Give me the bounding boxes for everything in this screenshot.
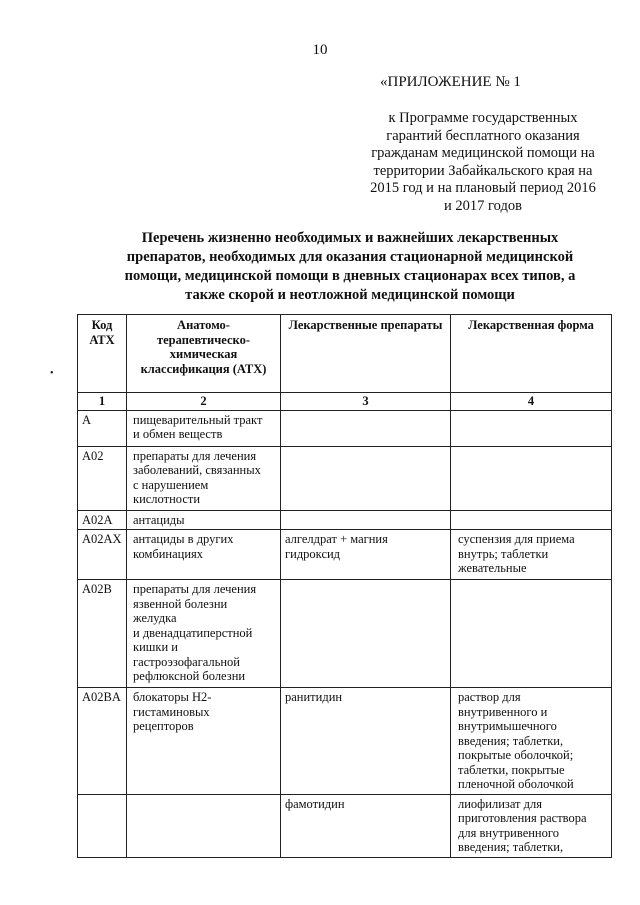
form-cell [451, 410, 612, 446]
classification-cell [127, 580, 281, 688]
cell-line: покрытые оболочкой; [458, 748, 574, 762]
table-row [78, 688, 612, 795]
classification-cell [127, 446, 281, 510]
header-cell-code [78, 315, 127, 393]
cell-line: антациды в других [133, 532, 234, 546]
cell-line: антациды [133, 512, 185, 527]
cell-line: лиофилизат для [458, 796, 542, 811]
atc-code-cell: A02B [78, 580, 127, 688]
cell-line: и двенадцатиперстной [133, 625, 253, 640]
cell-line: внутривенного и [458, 704, 548, 719]
drug-cell [281, 530, 451, 580]
form-cell [451, 510, 612, 530]
cell-line: язвенной болезни [133, 596, 228, 611]
table-row [78, 794, 612, 857]
cell-line: с нарушением [133, 477, 209, 492]
appendix-subtitle-line: территории Забайкальского края на [373, 162, 593, 179]
column-number: 3 [281, 393, 451, 411]
cell-line: блокаторы Н2- [133, 690, 212, 704]
atc-code-cell [78, 794, 127, 857]
table-row [78, 410, 612, 446]
header-text: Анатомо- [177, 318, 230, 332]
page-number: 10 [312, 42, 328, 58]
cell-line: комбинациях [133, 546, 204, 561]
form-cell [451, 446, 612, 510]
drug-cell [281, 794, 451, 857]
cell-line: пищеварительный тракт [133, 412, 263, 427]
cell-line: желудка [133, 611, 177, 625]
atc-code-cell: A02A [78, 510, 127, 530]
header-text: терапевтическо- [156, 332, 250, 347]
classification-cell [127, 794, 281, 857]
atc-code-cell: A02AX [78, 530, 127, 580]
cell-line: фамотидин [285, 796, 345, 811]
header-text: Код [91, 318, 113, 332]
header-cell-classification [127, 315, 281, 393]
cell-line: раствор для [458, 690, 521, 704]
appendix-subtitle-line: к Программе государственных [388, 110, 578, 126]
cell-line: гастроэзофагальной [133, 654, 240, 669]
form-cell [451, 530, 612, 580]
cell-line: суспензия для приема [458, 532, 575, 546]
cell-line: введения; таблетки, [458, 840, 564, 854]
cell-line: препараты для лечения [133, 582, 257, 596]
table-row [78, 446, 612, 510]
appendix-subtitle-line: гражданам медицинской помощи на [371, 145, 595, 161]
cell-line: приготовления раствора [458, 811, 587, 825]
header-text: классификация (АТХ) [140, 361, 267, 376]
classification-cell [127, 688, 281, 795]
document-heading [100, 229, 600, 305]
cell-line: таблетки, покрытые [458, 762, 565, 777]
atc-code-cell: A02BA [78, 688, 127, 795]
atc-code-cell: A02 [78, 446, 127, 510]
cell-line: введения; таблетки, [458, 733, 564, 748]
stray-mark: • [50, 368, 54, 379]
column-number: 4 [451, 393, 612, 411]
form-cell [451, 688, 612, 795]
cell-line: алгелдрат + магния [285, 532, 388, 546]
classification-cell [127, 410, 281, 446]
drug-table [77, 314, 612, 858]
form-cell [451, 794, 612, 857]
drug-cell [281, 688, 451, 795]
appendix-subtitle-line: гарантий бесплатного оказания [386, 127, 580, 144]
appendix-subtitle [352, 110, 614, 215]
classification-cell [127, 510, 281, 530]
cell-line: рецепторов [133, 719, 194, 733]
cell-line: заболеваний, связанных [133, 463, 261, 477]
appendix-title: «ПРИЛОЖЕНИЕ № 1 [380, 74, 521, 90]
table-row [78, 530, 612, 580]
appendix-subtitle-line: 2015 год и на плановый период 2016 [370, 180, 596, 196]
cell-line: внутрь; таблетки [458, 546, 549, 561]
heading-line: препаратов, необходимых для оказания стационарной медицинской [126, 249, 574, 265]
appendix-subtitle-line: и 2017 годов [444, 197, 522, 214]
cell-line: препараты для лечения [133, 448, 257, 463]
column-number-row [78, 393, 612, 411]
heading-line: также скорой и неотложной медицинской помощи [185, 287, 515, 303]
header-cell-drugs [281, 315, 451, 393]
header-text: Лекарственные препараты [288, 318, 443, 332]
header-text: Лекарственная форма [468, 318, 594, 332]
drug-cell [281, 410, 451, 446]
cell-line: рефлюксной болезни [133, 669, 246, 683]
cell-line: внутримышечного [458, 719, 557, 733]
header-text: химическая [169, 347, 238, 361]
drug-cell [281, 510, 451, 530]
cell-line: для внутривенного [458, 825, 559, 840]
heading-line: Перечень жизненно необходимых и важнейших лекарственных [141, 230, 559, 246]
cell-line: жевательные [458, 561, 527, 575]
header-text: АТХ [89, 332, 115, 347]
header-cell-form [451, 315, 612, 393]
cell-line: пленочной оболочкой [458, 777, 574, 791]
cell-line: ранитидин [285, 690, 343, 704]
header-row [78, 315, 612, 393]
classification-cell [127, 530, 281, 580]
column-number: 2 [127, 393, 281, 411]
cell-line: кишки и [133, 640, 178, 654]
cell-line: и обмен веществ [133, 427, 223, 441]
cell-line: гистаминовых [133, 704, 210, 719]
drug-cell [281, 446, 451, 510]
cell-line: кислотности [133, 492, 201, 506]
cell-line: гидроксид [285, 546, 341, 561]
drug-cell [281, 580, 451, 688]
table-row [78, 510, 612, 530]
heading-line: помощи, медицинской помощи в дневных стационарах всех типов, а [124, 268, 576, 284]
column-number: 1 [78, 393, 127, 411]
table-row [78, 580, 612, 688]
atc-code-cell: A [78, 410, 127, 446]
form-cell [451, 580, 612, 688]
